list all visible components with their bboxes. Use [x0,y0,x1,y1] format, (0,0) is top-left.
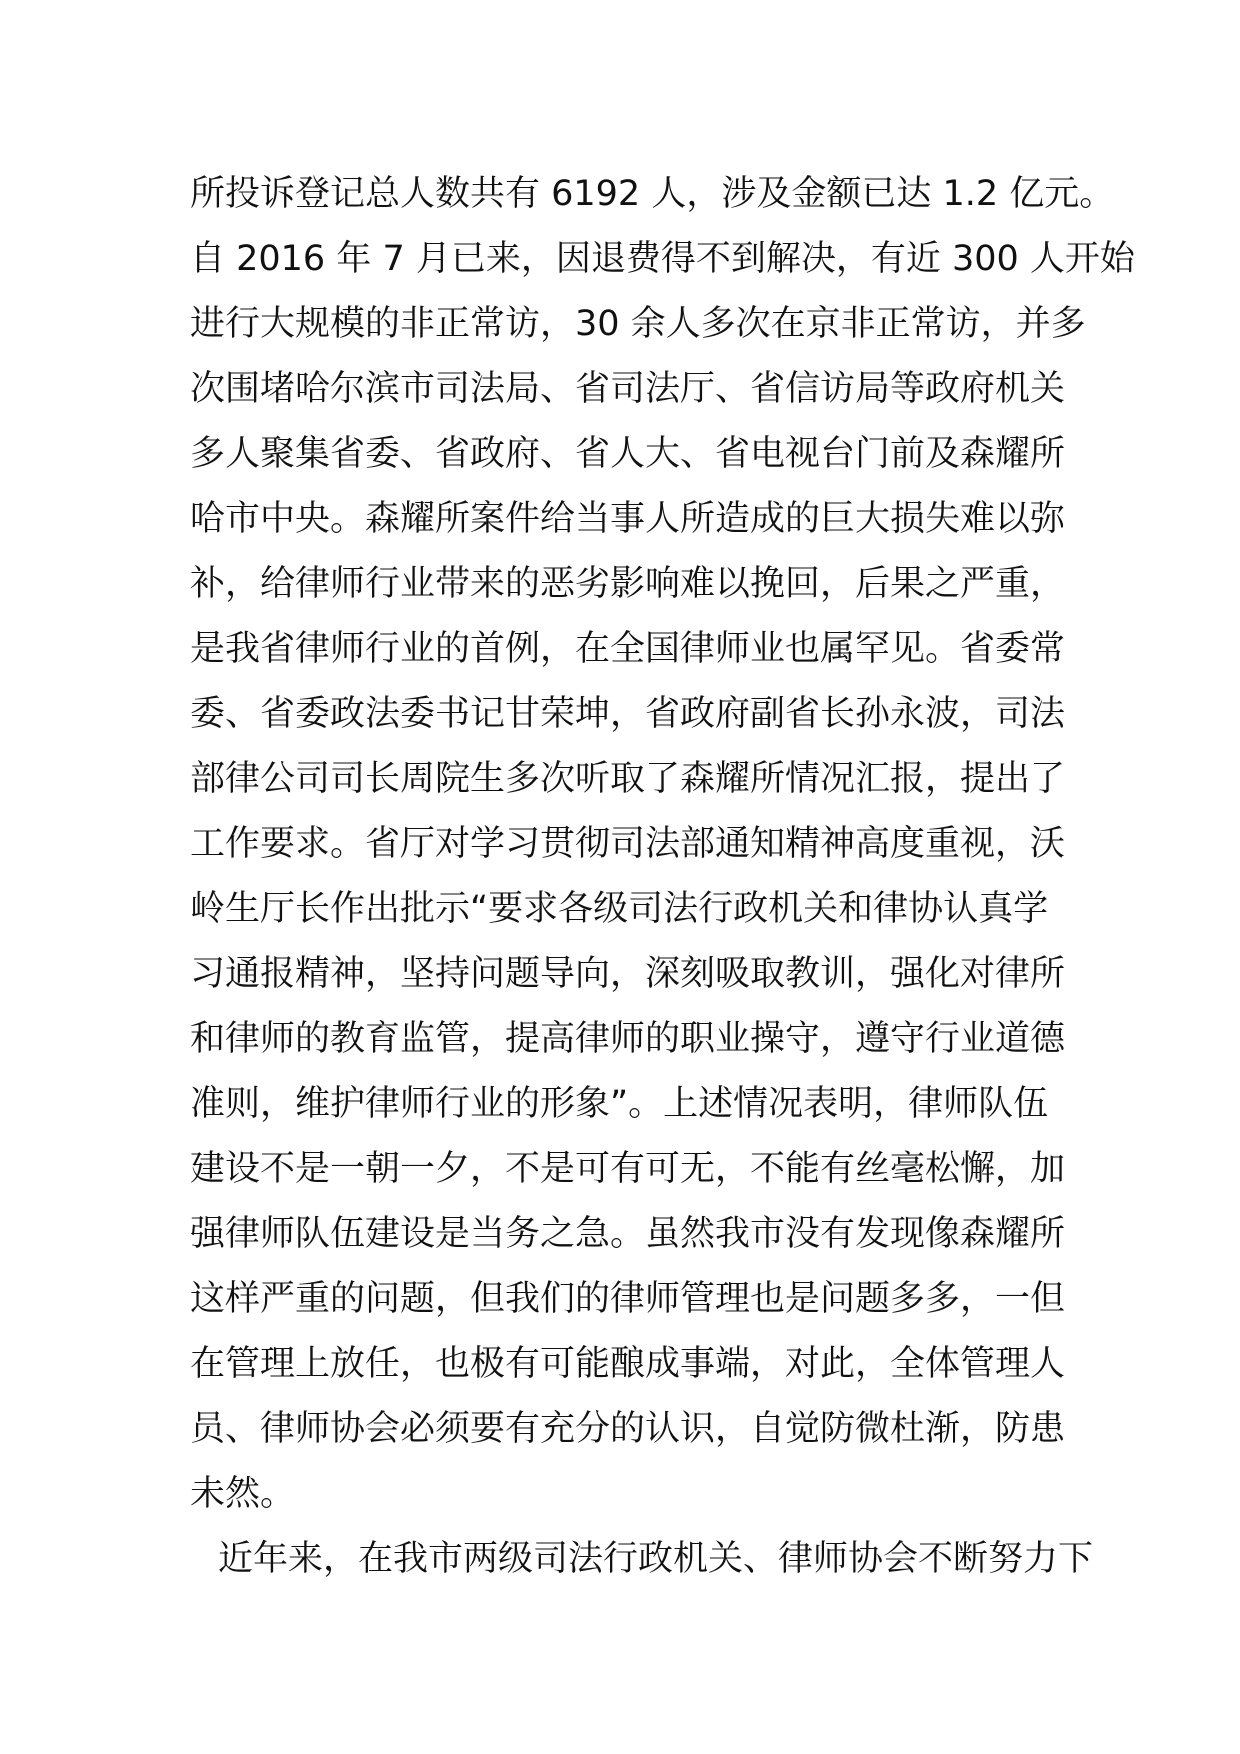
text-line: 这样严重的问题，但我们的律师管理也是问题多多，一但 [190,1279,1066,1319]
text-line: 习通报精神，坚持问题导向，深刻吸取教训，强化对律所 [190,954,1066,994]
text-line: 强律师队伍建设是当务之急。虽然我市没有发现像森耀所 [190,1214,1066,1254]
paragraph-start-line: 近年来，在我市两级司法行政机关、律师协会不断努力下 [218,1539,1094,1579]
text-line: 建设不是一朝一夕，不是可有可无，不能有丝毫松懈，加 [190,1149,1066,1189]
text-line: 进行大规模的非正常访，30 余人多次在京非正常访，并多 [190,304,1086,344]
text-line: 员、律师协会必须要有充分的认识，自觉防微杜渐，防患 [190,1409,1066,1449]
text-line: 部律公司司长周院生多次听取了森耀所情况汇报，提出了 [190,759,1066,799]
text-line: 准则，维护律师行业的形象”。上述情况表明，律师队伍 [190,1084,1049,1124]
document-body [190,162,1135,1592]
text-line: 哈市中央。森耀所案件给当事人所造成的巨大损失难以弥 [190,499,1066,539]
text-line: 次围堵哈尔滨市司法局、省司法厅、省信访局等政府机关 [190,369,1066,409]
text-line: 委、省委政法委书记甘荣坤，省政府副省长孙永波，司法 [190,694,1066,734]
text-line: 工作要求。省厅对学习贯彻司法部通知精神高度重视，沃 [190,824,1066,864]
text-line: 所投诉登记总人数共有 6192 人，涉及金额已达 1.2 亿元。 [190,174,1115,214]
text-line: 是我省律师行业的首例，在全国律师业也属罕见。省委常 [190,629,1066,669]
text-line: 未然。 [190,1474,296,1514]
text-line: 和律师的教育监管，提高律师的职业操守，遵守行业道德 [190,1019,1066,1059]
text-line: 多人聚集省委、省政府、省人大、省电视台门前及森耀所 [190,434,1066,474]
text-line: 岭生厅长作出批示“要求各级司法行政机关和律协认真学 [190,889,1049,929]
text-line: 在管理上放任，也极有可能酿成事端，对此，全体管理人 [190,1344,1066,1384]
text-line: 自 2016 年 7 月已来，因退费得不到解决，有近 300 人开始 [190,239,1135,279]
text-line: 补，给律师行业带来的恶劣影响难以挽回，后果之严重， [190,564,1066,604]
